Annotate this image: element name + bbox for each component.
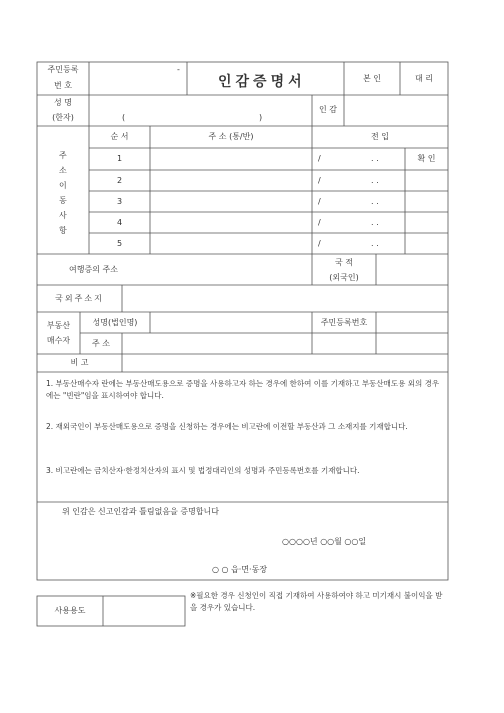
paren-open: ( [122, 113, 126, 122]
row-date-dots: . . [371, 154, 379, 163]
travel-address-label: 여행증의 주소 [69, 265, 118, 274]
name-label: 성 명 [54, 98, 72, 107]
buyer-label: 부동산 [46, 321, 71, 330]
certification-statement: 위 인감은 신고인감과 틀림없음을 증명합니다 [62, 507, 220, 516]
row-seq: 5 [116, 239, 123, 248]
rrn-label: 주민등록 [47, 65, 79, 74]
note-1: 1. 부동산매수자 란에는 부동산매도용으로 증명을 사용하고자 하는 경우에 한하여 이를 기재하고 부동산매도용 외의 경우에는 "빈란"임을 표시하여야 합니다. [46, 379, 440, 400]
seal-label: 인 감 [319, 105, 337, 114]
issue-date: ○○○○년 ○○월 ○○일 [282, 537, 367, 546]
note-2: 2. 재외국인이 부동산매도용으로 증명을 신청하는 경우에는 비고란에 이전할 부동산과 그 소재지를 기재합니다. [46, 422, 408, 431]
buyer-name-label: 성명(법인명) [92, 318, 138, 327]
row-slash: / [318, 239, 321, 248]
issuer-title: ○ ○ 읍·면·동장 [212, 565, 268, 574]
row-seq: 1 [116, 154, 123, 163]
row-slash: / [318, 154, 321, 163]
nationality-label: 국 적 [335, 258, 353, 267]
note-3: 3. 비고란에는 금치산자·한정치산자의 표시 및 법정대리인의 성명과 주민등록번호를 기재합니다. [46, 466, 360, 475]
row-slash: / [318, 218, 321, 227]
col-movein-header: 전 입 [371, 132, 389, 141]
usage-label: 사용용도 [54, 606, 86, 615]
footnote: ※필요한 경우 신청인이 직접 기재하여 사용하여야 하고 미기재시 불이익을 받을 경우가 있습니다. [190, 591, 443, 612]
row-slash: / [318, 197, 321, 206]
row-seq: 2 [116, 176, 123, 185]
self-label: 본 인 [363, 74, 381, 83]
buyer-address-label: 주 소 [92, 339, 110, 348]
rrn-label-2: 번 호 [54, 81, 72, 90]
foreign-address-label: 국외주소지 [55, 294, 104, 303]
row-date-dots: . . [371, 176, 379, 185]
col-address-header: 주 소 (통/반) [208, 132, 254, 141]
row-seq: 4 [116, 218, 123, 227]
buyer-rrn-label: 주민등록번호 [320, 318, 368, 327]
rrn-dash: - [177, 65, 180, 74]
paren-close: ) [259, 113, 263, 122]
confirm-label: 확 인 [417, 154, 436, 163]
proxy-label: 대 리 [415, 74, 433, 83]
row-date-dots: . . [371, 218, 379, 227]
row-slash: / [318, 176, 321, 185]
usage-field[interactable] [103, 596, 185, 626]
buyer-label-2: 매수자 [46, 336, 71, 345]
col-seq-header: 순 서 [110, 132, 129, 141]
row-date-dots: . . [371, 197, 379, 206]
hanja-label: (한자) [52, 113, 74, 122]
page-title: 인감증명서 [218, 74, 306, 90]
remarks-label: 비 고 [70, 358, 89, 367]
address-history-side-label: 주 소 이 동 사 항 [59, 151, 67, 235]
row-seq: 3 [116, 197, 123, 206]
nationality-foreigner-label: (외국인) [329, 273, 359, 282]
row-date-dots: . . [371, 239, 379, 248]
